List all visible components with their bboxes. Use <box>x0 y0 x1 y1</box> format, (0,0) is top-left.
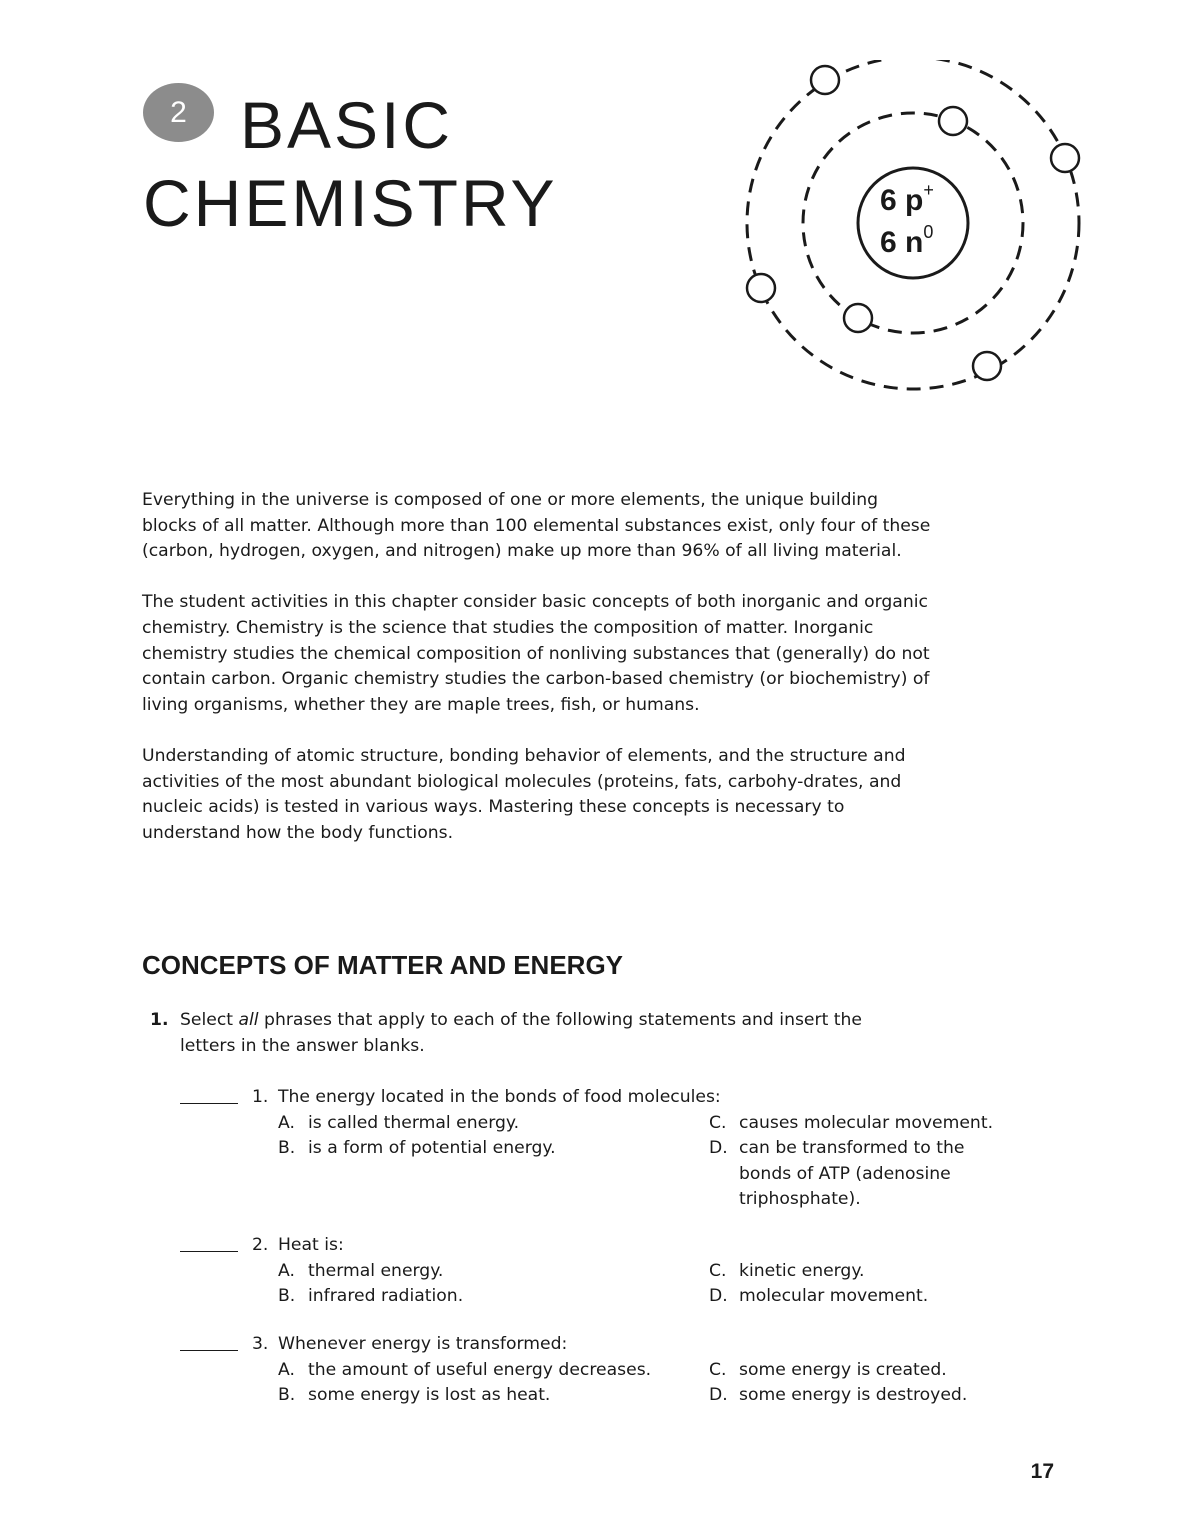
item-number: 1. <box>252 1087 269 1107</box>
chapter-introduction <box>142 488 932 872</box>
item-number: 3. <box>252 1334 269 1354</box>
neutron-label: 6 $n^0$ <box>880 222 934 259</box>
item-stem: The energy located in the bonds of food molecules: <box>278 1087 721 1107</box>
electron <box>939 107 967 135</box>
question-item-1: 1. The energy located in the bonds of food molecules: A. is called thermal energy. B. is a form of potential energy. C. causes molecular movement. D. can be transformed to the bonds of ATP (adenosine triphosphate). <box>142 1085 1142 1215</box>
electron <box>973 352 1001 380</box>
answer-blank[interactable] <box>180 1251 238 1252</box>
section-heading: CONCEPTS OF MATTER AND ENERGY <box>142 950 624 980</box>
answer-blank[interactable] <box>180 1350 238 1351</box>
electron <box>811 66 839 94</box>
item-stem: Heat is: <box>278 1235 344 1255</box>
intro-paragraph: Everything in the universe is composed of one or more elements, the unique building blocks of all matter. Although more than 100 elemental substances exist, only four of these (carbon, hydrogen, oxygen, and nitrogen) make up more than 96% of all living material. <box>142 490 931 562</box>
proton-label: 6 p+ <box>880 180 934 217</box>
chapter-number: 2 <box>170 95 187 129</box>
page-number: 17 <box>1030 1460 1054 1483</box>
electron <box>1051 144 1079 172</box>
carbon-atom-diagram <box>740 60 1090 400</box>
question-item-3: 3. Whenever energy is transformed: A. the amount of useful energy decreases. B. some energy is lost as heat. C. some energy is created. D. some energy is destroyed. <box>142 1332 1142 1410</box>
question-instructions: Select all phrases that apply to each of the following statements and insert the letters in the answer blanks. <box>180 1010 862 1056</box>
intro-paragraph: The student activities in this chapter consider basic concepts of both inorganic and organic chemistry. Chemistry is the science that studies the composition of matter. Inorganic chemistry studies the chemical composition of nonliving substances that (generally) do not contain carbon. Organic chemistry studies the carbon-based chemistry (or biochemistry) of living organisms, whether they are maple trees, fish, or humans. <box>142 592 930 715</box>
electron <box>844 304 872 332</box>
item-stem: Whenever energy is transformed: <box>278 1334 568 1354</box>
intro-paragraph: Understanding of atomic structure, bonding behavior of elements, and the structure and activities of the most abundant biological molecules (proteins, fats, carbohy-drates, and nucleic acids) is tested in various ways. Mastering these concepts is necessary to understand how the body functions. <box>142 745 906 843</box>
chapter-title-line2: CHEMISTRY <box>143 166 558 240</box>
question-item-2: 2. Heat is: A. thermal energy. B. infrared radiation. C. kinetic energy. D. molecular movement. <box>142 1233 1142 1311</box>
question-number: 1. <box>150 1010 169 1030</box>
item-number: 2. <box>252 1235 269 1255</box>
chapter-title-line1: BASIC <box>240 88 454 162</box>
answer-blank[interactable] <box>180 1103 238 1104</box>
electron <box>747 274 775 302</box>
chapter-title <box>143 86 558 242</box>
